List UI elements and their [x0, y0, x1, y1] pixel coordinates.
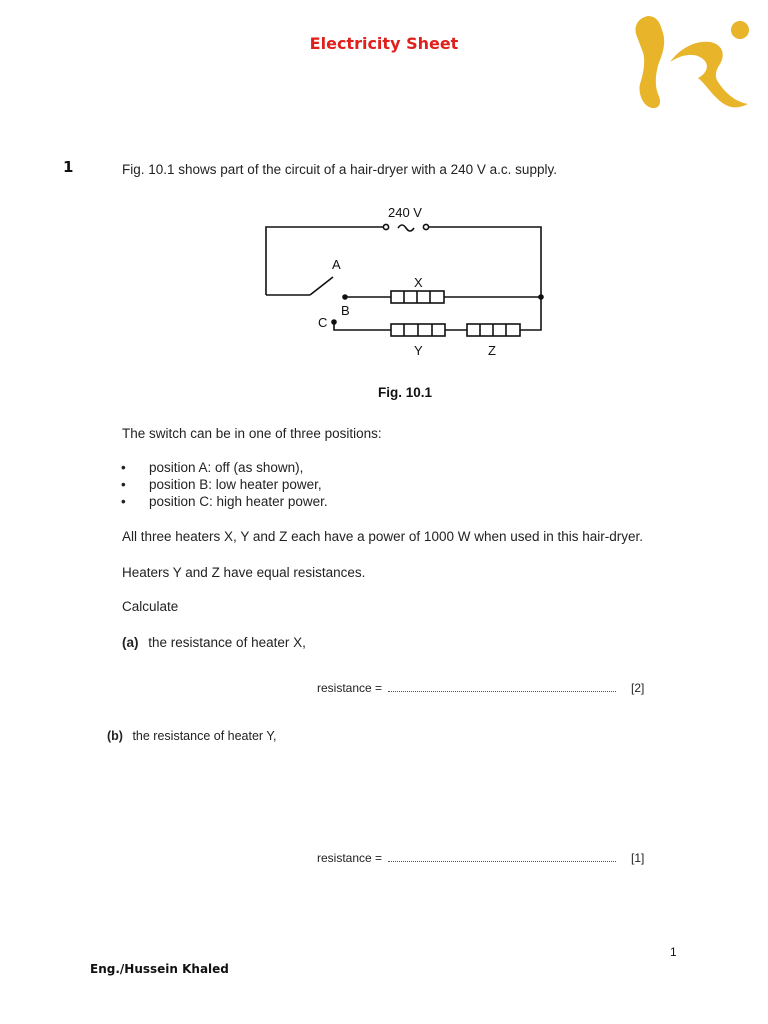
- part-a-text: the resistance of heater X,: [148, 635, 306, 650]
- supply-label: 240 V: [388, 205, 422, 220]
- supply-terminal-right: [423, 224, 428, 229]
- list-item: • position A: off (as shown),: [121, 460, 304, 475]
- wire-right-top: [428, 227, 541, 297]
- wire-left-top: [266, 227, 384, 295]
- ac-symbol: [398, 225, 414, 231]
- label-z: Z: [488, 343, 496, 358]
- label-y: Y: [414, 343, 423, 358]
- label-c: C: [318, 315, 328, 330]
- page-number: 1: [670, 945, 677, 959]
- junction-node: [538, 294, 544, 300]
- answer-blank-a[interactable]: [388, 681, 616, 692]
- figure-caption: Fig. 10.1: [378, 385, 433, 400]
- label-a: A: [332, 257, 341, 272]
- calculate-text: Calculate: [122, 599, 179, 614]
- contact-b: [342, 294, 348, 300]
- label-b: B: [341, 303, 350, 318]
- answer-blank-b[interactable]: [388, 851, 616, 862]
- switch-text: The switch can be in one of three positions:: [122, 426, 382, 441]
- list-item: • position C: high heater power.: [121, 494, 328, 509]
- answer-line-a: resistance =: [317, 681, 616, 695]
- equal-resistance-text: Heaters Y and Z have equal resistances.: [122, 565, 366, 580]
- marks-b: [1]: [631, 851, 645, 865]
- logo-right-stroke: [670, 42, 748, 108]
- circuit-diagram: [250, 195, 560, 365]
- page-title: Electricity Sheet: [309, 34, 459, 53]
- contact-c: [331, 319, 337, 325]
- logo-mark: [630, 10, 756, 110]
- wire-c-y: [334, 324, 391, 330]
- logo-left-stroke: [636, 16, 665, 108]
- footer-author: Eng./Hussein Khaled: [90, 962, 229, 976]
- part-a: [122, 635, 306, 650]
- part-a-label: (a): [122, 635, 139, 650]
- marks-a: [2]: [631, 681, 645, 695]
- question-intro: Fig. 10.1 shows part of the circuit of a hair-dryer with a 240 V a.c. supply.: [122, 162, 557, 177]
- supply-terminal-left: [383, 224, 388, 229]
- power-text: All three heaters X, Y and Z each have a power of 1000 W when used in this hair-dryer.: [122, 529, 644, 544]
- answer-line-b: resistance =: [317, 851, 616, 865]
- part-b: [107, 729, 277, 743]
- brand-logo: [630, 10, 756, 115]
- wire-z-right: [520, 297, 541, 330]
- part-b-text: the resistance of heater Y,: [132, 729, 277, 743]
- logo-dot: [731, 21, 749, 39]
- list-item: • position B: low heater power,: [121, 477, 322, 492]
- question-number: 1: [63, 158, 74, 176]
- switch-lever: [310, 277, 333, 295]
- label-x: X: [414, 275, 423, 290]
- part-b-label: (b): [107, 729, 123, 743]
